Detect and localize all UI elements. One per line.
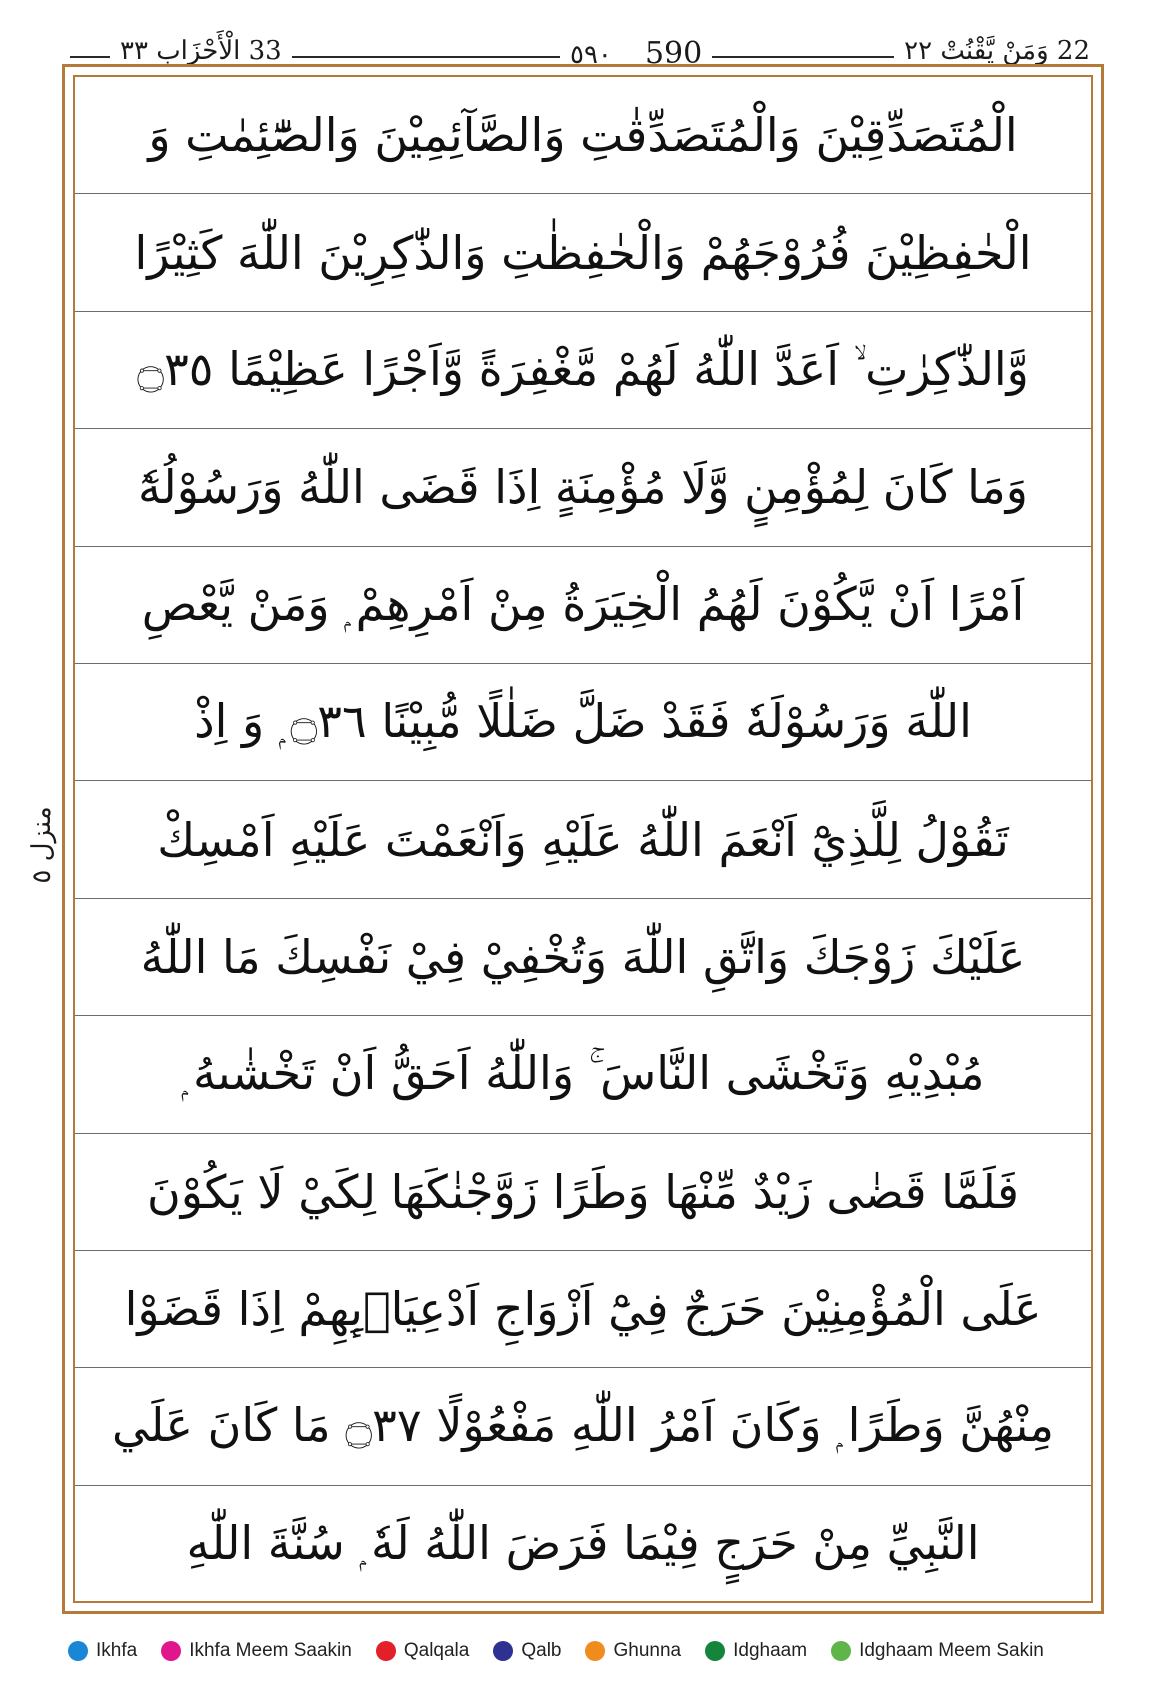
verse-line [75,547,1091,664]
legend-dot-icon [705,1641,725,1661]
page-number-arabic: ٥٩٠ [570,40,612,70]
legend-label: Idghaam [733,1640,808,1661]
verse-line-text: مِنْهُنَّ وَطَرًا ۭ وَكَانَ اَمْرُ اللّٰهِ مَفْعُوْلًا ۝٣٧ مَا كَانَ عَلَي [111,1398,1055,1453]
surah-label: 33 الْأَحْزَاب ٣٣ [110,36,292,66]
legend-label: Qalb [521,1640,562,1661]
legend-label: Qalqala [403,1640,470,1661]
manzil-label: منزل ٥ [27,806,57,884]
verse-line-text: عَلَيْكَ زَوْجَكَ وَاتَّقِ اللّٰهَ وَتُخْفِيْ فِيْ نَفْسِكَ مَا اللّٰهُ [140,929,1026,984]
legend-label: Ikhfa Meem Saakin [189,1640,352,1661]
text-area [73,75,1093,1603]
legend-item [705,1640,807,1662]
legend-item [831,1640,1044,1662]
manzil-marker [22,790,62,910]
verse-line-text: الْحٰفِظِيْنَ فُرُوْجَهُمْ وَالْحٰفِظٰتِ وَالذّٰكِرِيْنَ اللّٰهَ كَثِيْرًا [134,225,1032,280]
verse-lines [75,77,1091,1601]
verse-line-text: النَّبِيِّ مِنْ حَرَجٍ فِيْمَا فَرَضَ اللّٰهُ لَهٗ ۭ سُنَّةَ اللّٰهِ [186,1516,980,1571]
legend-dot-icon [68,1641,88,1661]
verse-line [75,664,1091,781]
legend-label: Ikhfa [96,1640,138,1661]
verse-line-text: اللّٰهَ وَرَسُوْلَهٗ فَقَدْ ضَلَّ ضَلٰلًا مُّبِيْنًا ۝٣٦ ۭ وَ اِذْ [194,694,972,749]
legend-item [68,1640,137,1662]
verse-line [75,429,1091,546]
legend-dot-icon [161,1641,181,1661]
verse-line [75,77,1091,194]
page-number-latin: 590 [644,36,703,71]
verse-line-text: فَلَمَّا قَضٰى زَيْدٌ مِّنْهَا وَطَرًا زَوَّجْنٰكَهَا لِكَيْ لَا يَكُوْنَ [146,1164,1020,1219]
juz-label: 22 وَمَنْ يَّقْنُتْ ٢٢ [894,36,1100,66]
verse-line [75,194,1091,311]
verse-line-text: مُبْدِيْهِ وَتَخْشَى النَّاسَ ۚ وَاللّٰهُ اَحَقُّ اَنْ تَخْشٰىهُ ۭ [181,1046,985,1101]
legend-item [161,1640,352,1662]
tajweed-legend [68,1640,1108,1662]
verse-line [75,1251,1091,1368]
legend-dot-icon [831,1641,851,1661]
legend-item [493,1640,561,1662]
verse-line-text: تَقُوْلُ لِلَّذِيْٓ اَنْعَمَ اللّٰهُ عَلَيْهِ وَاَنْعَمْتَ عَلَيْهِ اَمْسِكْ [157,812,1009,867]
legend-dot-icon [376,1641,396,1661]
page-frame [62,64,1104,1614]
legend-dot-icon [493,1641,513,1661]
legend-label: Ghunna [613,1640,682,1661]
legend-label: Idghaam Meem Sakin [859,1640,1044,1661]
verse-line [75,1134,1091,1251]
verse-line-text: الْمُتَصَدِّقِيْنَ وَالْمُتَصَدِّقٰتِ وَالصَّآئِمِيْنَ وَالصّٰٓئِمٰتِ وَ [148,108,1018,163]
verse-line [75,781,1091,898]
verse-line-text: وَمَا كَانَ لِمُؤْمِنٍ وَّلَا مُؤْمِنَةٍ اِذَا قَضَى اللّٰهُ وَرَسُوْلُهٗٓ [138,460,1028,515]
verse-line [75,312,1091,429]
legend-item [376,1640,470,1662]
verse-line [75,1486,1091,1603]
verse-line-text: اَمْرًا اَنْ يَّكُوْنَ لَهُمُ الْخِيَرَةُ مِنْ اَمْرِهِمْ ۭ وَمَنْ يَّعْصِ [141,576,1025,631]
verse-line [75,1368,1091,1485]
legend-dot-icon [585,1641,605,1661]
verse-line [75,899,1091,1016]
verse-line-text: وَّالذّٰكِرٰتِ ۙ اَعَدَّ اللّٰهُ لَهُمْ مَّغْفِرَةً وَّاَجْرًا عَظِيْمًا ۝٣٥ [137,341,1029,396]
verse-line [75,1016,1091,1133]
legend-item [585,1640,681,1662]
verse-line-text: عَلَى الْمُؤْمِنِيْنَ حَرَجٌ فِيْٓ اَزْوَاجِ اَدْعِيَاۗىِٕهِمْ اِذَا قَضَوْا [124,1282,1042,1337]
